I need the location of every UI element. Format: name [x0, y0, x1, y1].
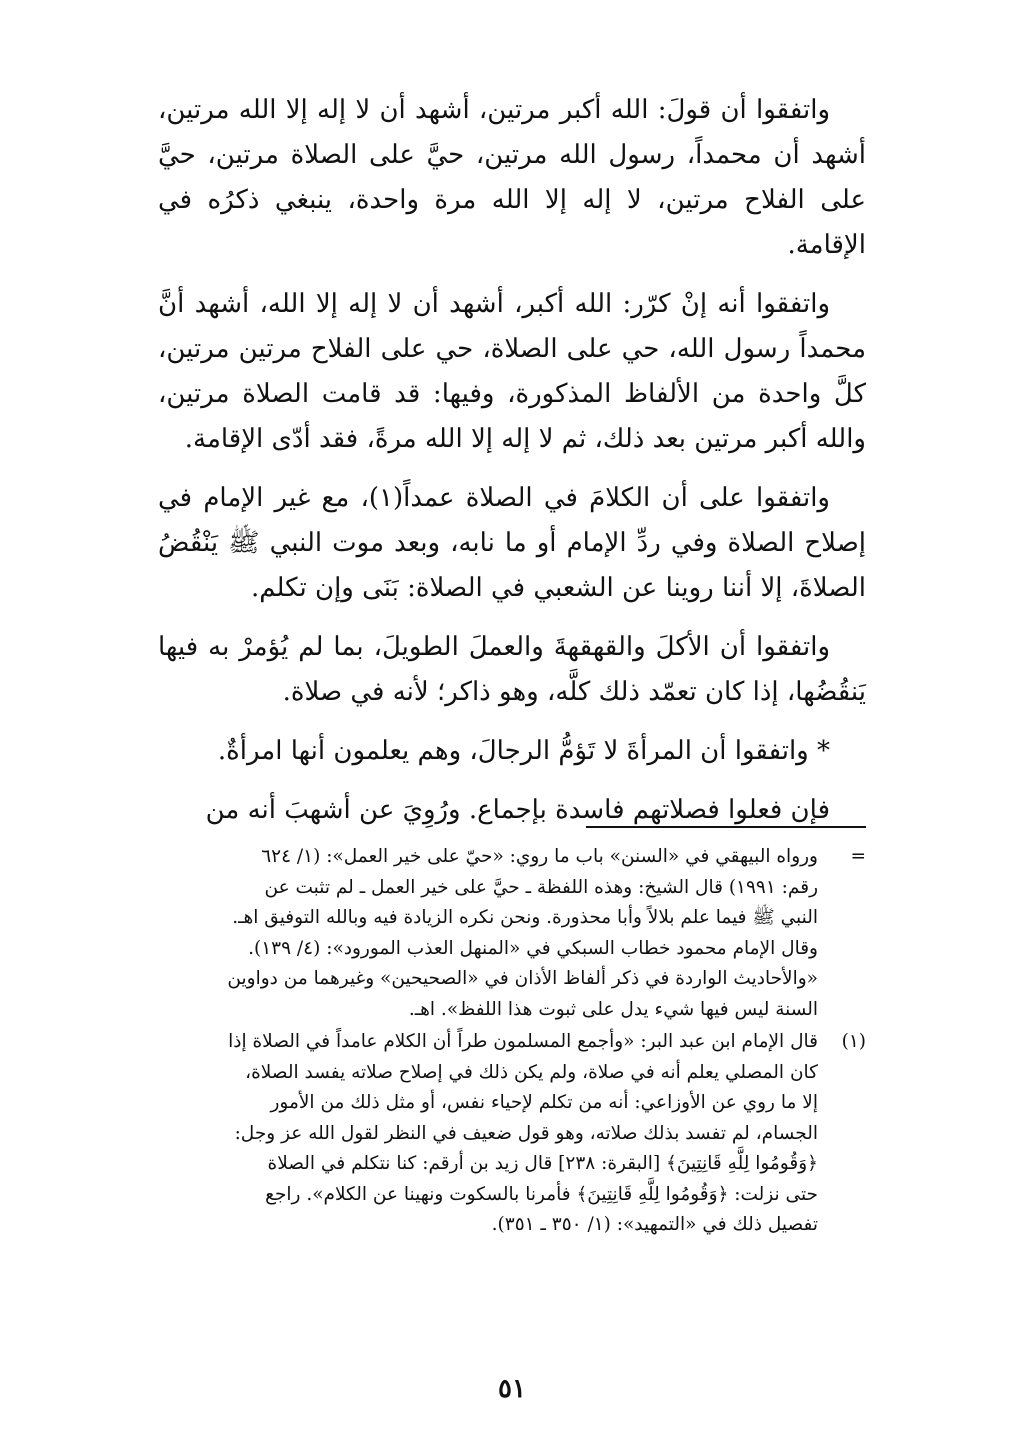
page-number: ٥١ [498, 1374, 526, 1404]
footnotes [158, 842, 866, 1243]
footnote-line: وقال الإمام محمود خطاب السبكي في «المنهل العذب المورود»: (٤/ ١٣٩). [248, 937, 818, 959]
footnote-line: كان المصلي يعلم أنه في صلاة، ولم يكن ذلك في إصلاح صلاته يفسد الصلاة، [245, 1061, 818, 1083]
footnote-continuation [158, 842, 866, 1025]
continuation-mark: = [850, 846, 866, 867]
footnote-line: إلا ما روي عن الأوزاعي: أنه من تكلم لإحياء نفس، أو مثل ذلك من الأمور [270, 1092, 818, 1113]
paragraph-iqama-once: واتفقوا أن قولَ: الله أكبر مرتين، أشهد أن لا إله إلا الله مرتين، أشهد أن محمداً، رسول الله مرتين، حيَّ على الصلاة مرتين، حيَّ على الفلاح مرتين، لا إله إلا الله مرة واحدة، ينبغي ذكرُه في الإقامة. [158, 95, 866, 260]
footnote-line: حتى نزلت: ﴿وَقُومُوا لِلَّهِ قَانِتِينَ﴾ فأمرنا بالسكوت ونهينا عن الكلام». راجع [265, 1183, 818, 1205]
paragraph-iqama-repeated: واتفقوا أنه إنْ كرّر: الله أكبر، أشهد أن لا إله إلا الله، أشهد أنَّ محمداً رسول الله، حي على الصلاة، حي على الفلاح مرتين مرتين، كلَّ واحدة من الألفاظ المذكورة، وفيها: قد قامت الصلاة مرتين، والله أكبر مرتين بعد ذلك، ثم لا إله إلا الله مرةً، فقد أدّى الإقامة. [158, 289, 866, 454]
footnote-line: ورواه البيهقي في «السنن» باب ما روي: «حيّ على خير العمل»: (١/ ٦٢٤ [261, 846, 818, 867]
paragraph-invalid-prayer: فإن فعلوا فصلاتهم فاسدة بإجماع. ورُوِيَ عن أشهبَ أنه من [205, 795, 830, 825]
footnote-number: (١) [841, 1031, 866, 1052]
footnote-line: ﴿وَقُومُوا لِلَّهِ قَانِتِينَ﴾ [البقرة: ٢٣٨] قال زيد بن أرقم: كنا نتكلم في الصلاة [267, 1153, 818, 1174]
footnote-line: رقم: ١٩٩١) قال الشيخ: وهذه اللفظة ـ حيَّ على خير العمل ـ لم تثبت عن [264, 876, 818, 898]
main-text [158, 88, 866, 833]
paragraph-eating-laughing: واتفقوا أن الأكلَ والقهقهةَ والعملَ الطويلَ، بما لم يُؤمرْ به فيها يَنقُضُها، إذا كان تعمّد ذلك كلَّه، وهو ذاكر؛ لأنه في صلاة. [158, 632, 866, 707]
paragraph-speech-in-prayer: واتفقوا على أن الكلامَ في الصلاة عمداً(١)، مع غير الإمام في إصلاح الصلاة وفي ردِّ الإمام أو ما نابه، وبعد موت النبي ﷺ يَنْقُضُ الصلاةَ، إلا أننا روينا عن الشعبي في الصلاة: بَنَى وإن تكلم. [158, 483, 866, 603]
footnote-line: قال الإمام ابن عبد البر: «وأجمع المسلمون طراً أن الكلام عامداً في الصلاة إذا [228, 1031, 818, 1052]
footnote-line: «والأحاديث الواردة في ذكر ألفاظ الأذان في «الصحيحين» وغيرهما من دواوين [227, 968, 818, 989]
footnote-separator [586, 826, 866, 828]
footnote-line: تفصيل ذلك في «التمهيد»: (١/ ٣٥٠ ـ ٣٥١). [491, 1214, 818, 1235]
footnote-line: النبي ﷺ فيما علم بلالاً وأبا محذورة. ونحن نكره الزيادة فيه وبالله التوفيق اهـ. [232, 907, 818, 928]
footnote-line: السنة ليس فيها شيء يدل على ثبوت هذا اللفظ». اهـ. [408, 998, 818, 1020]
footnote-1 [158, 1027, 866, 1241]
footnote-line: الجسام، لم تفسد بذلك صلاته، وهو قول ضعيف في النظر لقول الله عز وجل: [234, 1122, 818, 1144]
paragraph-woman-leading: * واتفقوا أن المرأةَ لا تَؤمُّ الرجالَ، وهم يعلمون أنها امرأةٌ. [217, 736, 830, 766]
